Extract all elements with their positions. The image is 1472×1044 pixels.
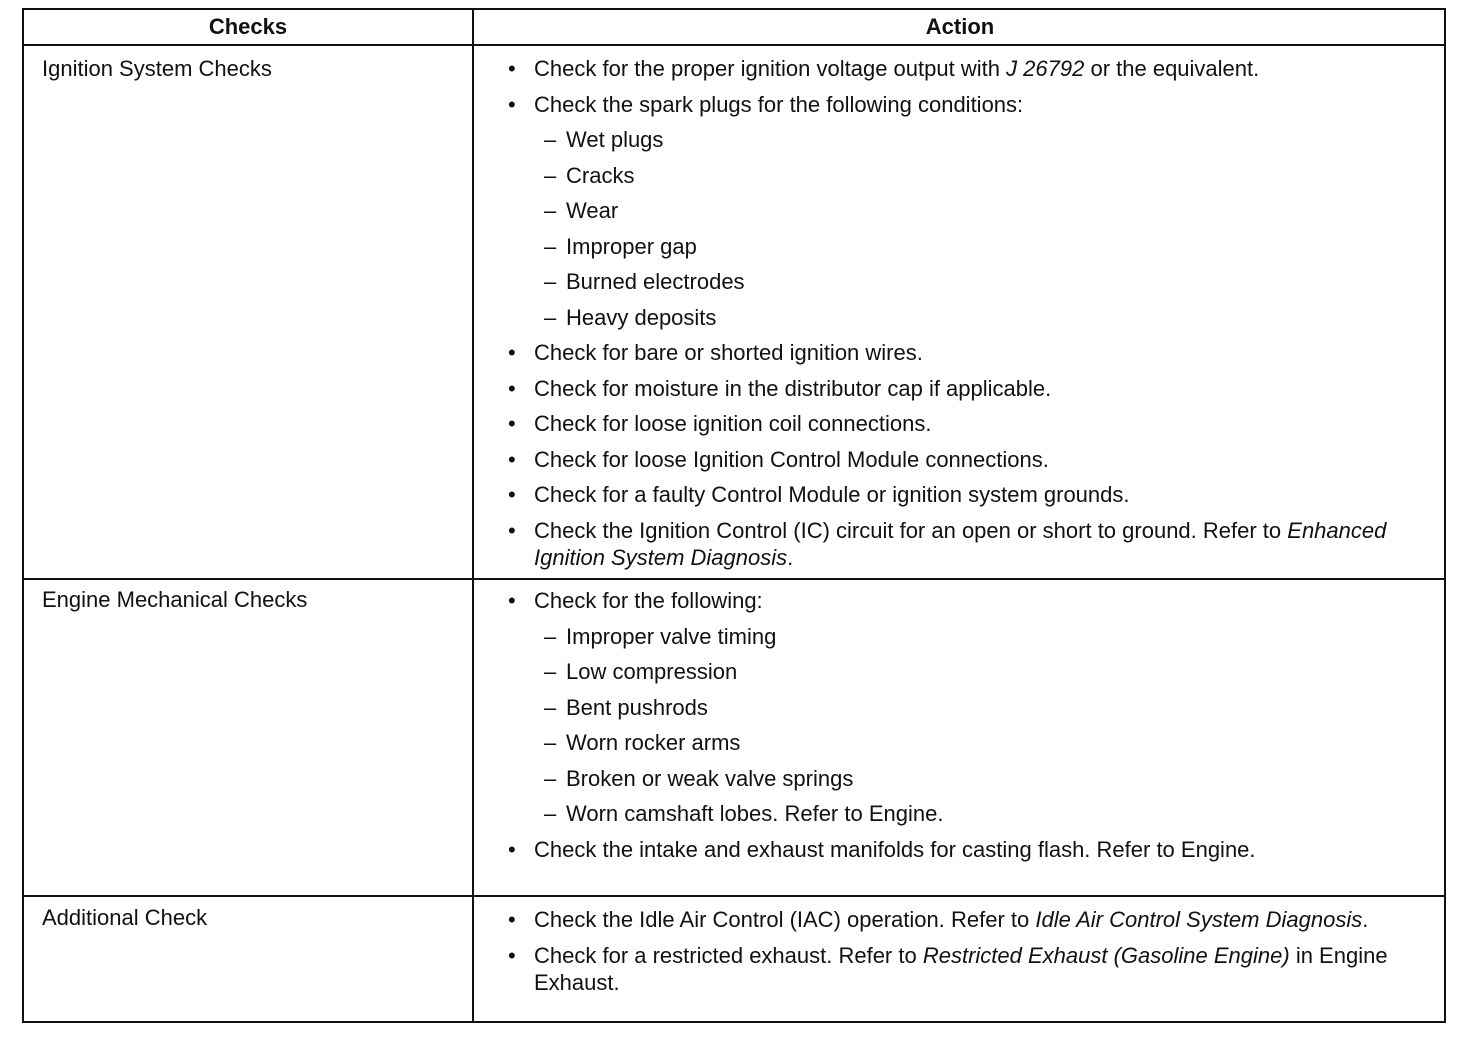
sub-list-item: – Broken or weak valve springs (508, 765, 1428, 792)
sub-list-item: – Burned electrodes (508, 268, 1428, 295)
sub-list-item: – Heavy deposits (508, 304, 1428, 331)
cross-reference: Restricted Exhaust (Gasoline Engine) (922, 942, 1290, 968)
list-item: • Check for bare or shorted ignition wires. (508, 339, 1428, 366)
list-item-text: or the equivalent. (1084, 56, 1260, 81)
list-item-text: Check for a restricted exhaust. Refer to (534, 942, 923, 968)
cross-reference: Idle Air Control System Diagnosis (1035, 907, 1363, 932)
sub-list-item: – Worn rocker arms (508, 729, 1428, 756)
action-list-additional (508, 906, 1428, 996)
sub-list-item: – Low compression (508, 658, 1428, 685)
diagnostic-checks-table (22, 8, 1446, 1023)
list-item (508, 55, 1428, 82)
list-item: • Check for the following: (508, 587, 1428, 614)
list-item: • Check for loose Ignition Control Module connections. (508, 446, 1428, 473)
check-label-ignition: Ignition System Checks (42, 56, 272, 81)
check-label-additional: Additional Check (42, 905, 208, 930)
list-item: • Check for loose ignition coil connections. (508, 410, 1428, 437)
tool-reference: J 26792 (1006, 56, 1085, 81)
list-item-text: Check the Idle Air Control (IAC) operation. Refer to (534, 907, 1036, 932)
sub-list-item: – Cracks (508, 162, 1428, 189)
list-item-text: in Engine Exhaust. (534, 942, 1388, 995)
sub-list-item: – Worn camshaft lobes. Refer to Engine. (508, 800, 1428, 827)
sub-list-item: – Bent pushrods (508, 694, 1428, 721)
sub-list-item: – Wear (508, 197, 1428, 224)
cross-reference: Enhanced Ignition System Diagnosis (534, 517, 1387, 570)
table-row-additional (24, 897, 1444, 1021)
table-header (24, 10, 1444, 46)
list-item: • Check the intake and exhaust manifolds for casting flash. Refer to Engine. (508, 836, 1428, 863)
list-item-text: . (1362, 907, 1369, 932)
action-list-ignition (508, 55, 1428, 571)
header-action: Action (925, 14, 995, 39)
sub-list-item: – Improper valve timing (508, 623, 1428, 650)
sub-list-item: – Improper gap (508, 233, 1428, 260)
list-item-text: . (787, 544, 794, 570)
action-list-engine-mechanical (508, 587, 1428, 863)
sub-list-item: – Wet plugs (508, 126, 1428, 153)
list-item: • Check the spark plugs for the following conditions: (508, 91, 1428, 118)
header-checks: Checks (208, 14, 288, 39)
list-item-text: Check for the proper ignition voltage output with (534, 56, 1007, 81)
table-row-ignition (24, 46, 1444, 579)
list-item (508, 517, 1428, 571)
list-item: • Check for moisture in the distributor cap if applicable. (508, 375, 1428, 402)
list-item (508, 906, 1428, 933)
list-item (508, 942, 1428, 996)
list-item-text: Check the Ignition Control (IC) circuit for an open or short to ground. Refer to (534, 517, 1288, 543)
table-row-engine-mechanical (24, 580, 1444, 895)
check-label-engine-mechanical: Engine Mechanical Checks (42, 587, 308, 612)
list-item: • Check for a faulty Control Module or ignition system grounds. (508, 481, 1428, 508)
